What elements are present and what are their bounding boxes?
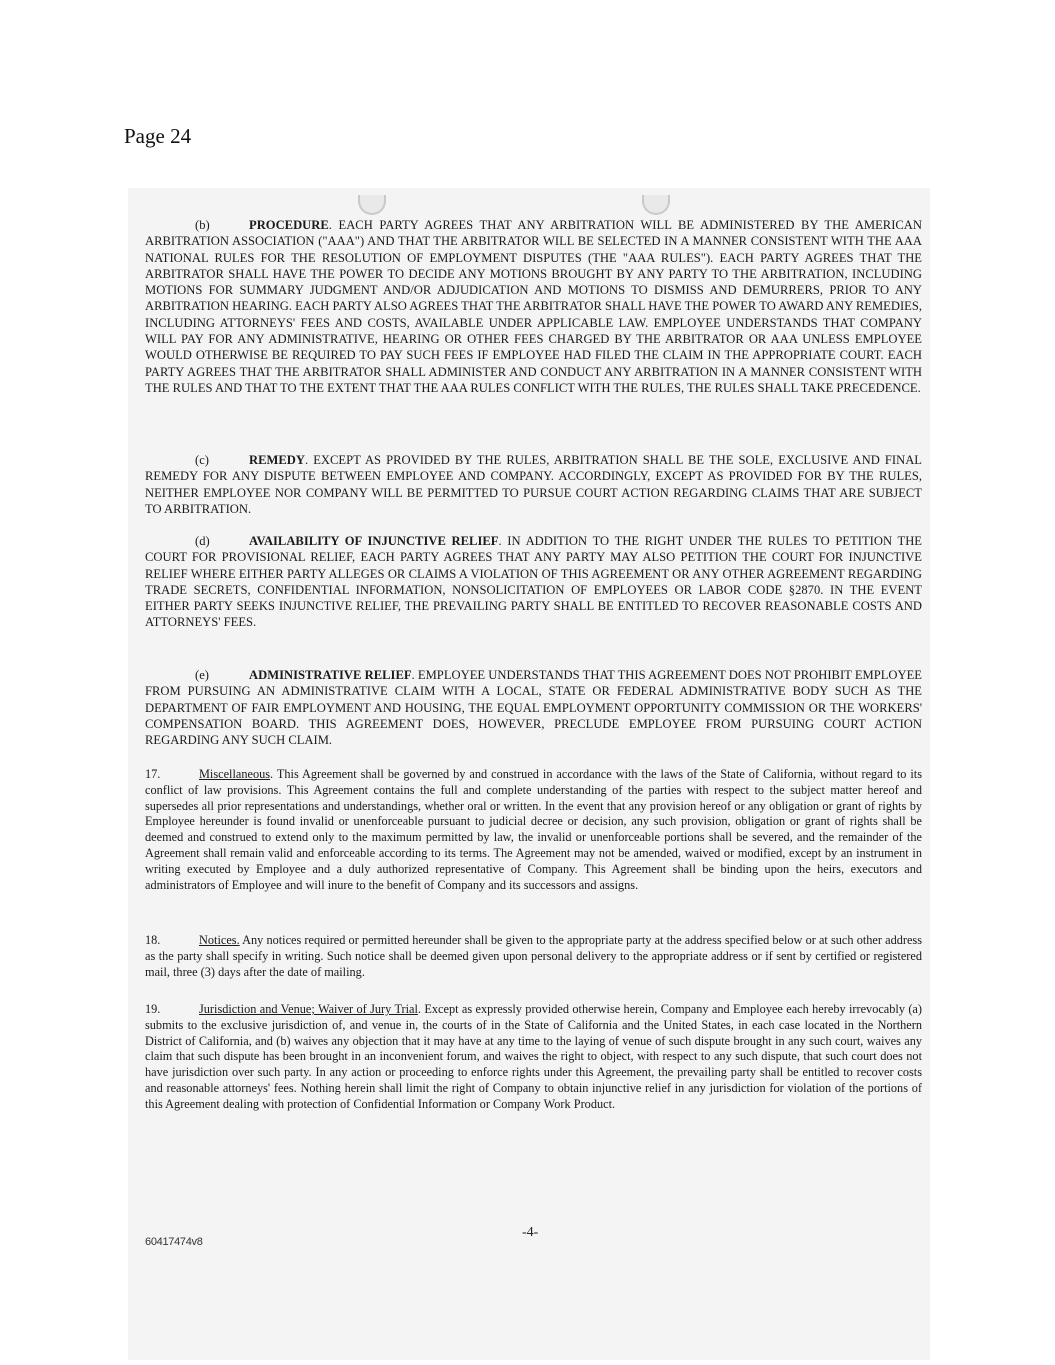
- section-d-heading: AVAILABILITY OF INJUNCTIVE RELIEF: [249, 534, 499, 548]
- section-c-heading: REMEDY: [249, 453, 305, 467]
- section-b-label: (b): [195, 218, 210, 232]
- section-e-label: (e): [195, 668, 209, 682]
- section-17-number: 17.: [145, 767, 161, 781]
- section-17-text: . This Agreement shall be governed by and construed in accordance with the laws of the State of California, without regard to its conflict of law provisions. This Agreement contains the full and complete understanding of the parties with respect to the subject matter hereof and supersedes all prior representations and understandings, whether oral or written. In the event that any provision hereof or any obligation or grant of rights by Employee hereunder is found invalid or unenforceable pursuant to judicial decree or decision, any such provision, obligation or grant of rights shall be deemed and construed to extend only to the maximum permitted by law, the invalid or unenforceable portions shall be severed, and the remainder of the Agreement shall remain valid and enforceable according to its terms. The Agreement may not be amended, waived or modified, except by an instrument in writing executed by Employee and a duly authorized representative of Company. This Agreement shall be binding upon the heirs, executors and administrators of Employee and will inure to the benefit of Company and its successors and assigns.: [145, 767, 922, 892]
- section-d-text: . IN ADDITION TO THE RIGHT UNDER THE RULES TO PETITION THE COURT FOR PROVISIONAL RELIEF, EACH PARTY AGREES THAT ANY PARTY MAY ALSO PETITION THE COURT FOR INJUNCTIVE RELIEF WHERE EITHER PARTY ALLEGES OR CLAIMS A VIOLATION OF THIS AGREEMENT OR ANY OTHER AGREEMENT REGARDING TRADE SECRETS, CONFIDENTIAL INFORMATION, NONSOLICITATION OF EMPLOYEES OR LABOR CODE §2870. IN THE EVENT EITHER PARTY SEEKS INJUNCTIVE RELIEF, THE PREVAILING PARTY SHALL BE ENTITLED TO RECOVER REASONABLE COSTS AND ATTORNEYS' FEES.: [145, 534, 922, 630]
- section-e-text: . EMPLOYEE UNDERSTANDS THAT THIS AGREEMENT DOES NOT PROHIBIT EMPLOYEE FROM PURSUING AN ADMINISTRATIVE CLAIM WITH A LOCAL, STATE OR FEDERAL ADMINISTRATIVE BODY SUCH AS THE DEPARTMENT OF FAIR EMPLOYMENT AND HOUSING, THE EQUAL EMPLOYMENT OPPORTUNITY COMMISSION OR THE WORKERS' COMPENSATION BOARD. THIS AGREEMENT DOES, HOWEVER, PRECLUDE EMPLOYEE FROM PURSUING COURT ACTION REGARDING ANY SUCH CLAIM.: [145, 668, 922, 748]
- section-b-heading: PROCEDURE: [249, 218, 329, 232]
- section-e-administrative-relief: [145, 667, 922, 748]
- section-19-heading: Jurisdiction and Venue; Waiver of Jury Trial: [199, 1002, 418, 1016]
- section-c-text: . EXCEPT AS PROVIDED BY THE RULES, ARBITRATION SHALL BE THE SOLE, EXCLUSIVE AND FINAL REMEDY FOR ANY DISPUTE BETWEEN EMPLOYEE AND COMPANY. ACCORDINGLY, EXCEPT AS PROVIDED FOR BY THE RULES, NEITHER EMPLOYEE NOR COMPANY WILL BE PERMITTED TO PURSUE COURT ACTION REGARDING CLAIMS THAT ARE SUBJECT TO ARBITRATION.: [145, 453, 922, 516]
- section-19-text: . Except as expressly provided otherwise herein, Company and Employee each hereby irrevocably (a) submits to the exclusive jurisdiction of, and venue in, the courts of in the State of California and the United States, in each case located in the Northern District of California, and (b) waives any objection that it may have at any time to the laying of venue of such dispute brought in any such court, waives any claim that such dispute has been brought in an inconvenient forum, and waives the right to object, with respect to any such dispute, that such court does not have jurisdiction over such party. In any action or proceeding to enforce rights under this Agreement, the prevailing party shall be entitled to recover costs and reasonable attorneys' fees. Nothing herein shall limit the right of Company to obtain injunctive relief in any jurisdiction for violation of the portions of this Agreement dealing with protection of Confidential Information or Company Work Product.: [145, 1002, 922, 1111]
- section-19-jurisdiction: [145, 1002, 922, 1113]
- section-d-label: (d): [195, 534, 210, 548]
- section-17-heading: Miscellaneous: [199, 767, 271, 781]
- section-18-heading: Notices.: [199, 933, 240, 947]
- section-b-procedure: [145, 217, 922, 396]
- section-18-text: Any notices required or permitted hereunder shall be given to the appropriate party at the address specified below or at such other address as the party shall specify in writing. Such notice shall be deemed given upon personal delivery to the appropriate address or if sent by certified or registered mail, three (3) days after the date of mailing.: [145, 933, 922, 979]
- footer-document-code: 60417474v8: [145, 1236, 203, 1248]
- section-17-miscellaneous: [145, 767, 922, 893]
- section-19-number: 19.: [145, 1002, 161, 1016]
- section-e-heading: ADMINISTRATIVE RELIEF: [249, 668, 412, 682]
- footer-page-number: -4-: [522, 1225, 539, 1240]
- section-c-label: (c): [195, 453, 209, 467]
- page-label: Page 24: [124, 124, 192, 148]
- section-c-remedy: [145, 452, 922, 517]
- section-b-text: . EACH PARTY AGREES THAT ANY ARBITRATION WILL BE ADMINISTERED BY THE AMERICAN ARBITRATION ASSOCIATION ("AAA") AND THAT THE ARBITRATOR WILL BE SELECTED IN A MANNER CONSISTENT WITH THE AAA NATIONAL RULES FOR THE RESOLUTION OF EMPLOYMENT DISPUTES (THE "AAA RULES"). EACH PARTY AGREES THAT THE ARBITRATOR SHALL HAVE THE POWER TO DECIDE ANY MOTIONS BROUGHT BY ANY PARTY TO THE ARBITRATION, INCLUDING MOTIONS FOR SUMMARY JUDGMENT AND/OR ADJUDICATION AND MOTIONS TO DISMISS AND DEMURRERS, PRIOR TO ANY ARBITRATION HEARING. EACH PARTY ALSO AGREES THAT THE ARBITRATOR SHALL HAVE THE POWER TO AWARD ANY REMEDIES, INCLUDING ATTORNEYS' FEES AND COSTS, AVAILABLE UNDER APPLICABLE LAW. EMPLOYEE UNDERSTANDS THAT COMPANY WILL PAY FOR ANY ADMINISTRATIVE, HEARING OR OTHER FEES CHARGED BY THE ARBITRATOR OR AAA UNLESS EMPLOYEE WOULD OTHERWISE BE REQUIRED TO PAY SUCH FEES IF EMPLOYEE HAD FILED THE CLAIM IN THE APPROPRIATE COURT. EACH PARTY AGREES THAT THE ARBITRATOR SHALL ADMINISTER AND CONDUCT ANY ARBITRATION IN A MANNER CONSISTENT WITH THE RULES AND THAT TO THE EXTENT THAT THE AAA RULES CONFLICT WITH THE RULES, THE RULES SHALL TAKE PRECEDENCE.: [145, 218, 922, 395]
- section-18-number: 18.: [145, 933, 161, 947]
- section-d-injunctive-relief: [145, 533, 922, 631]
- section-18-notices: [145, 933, 922, 980]
